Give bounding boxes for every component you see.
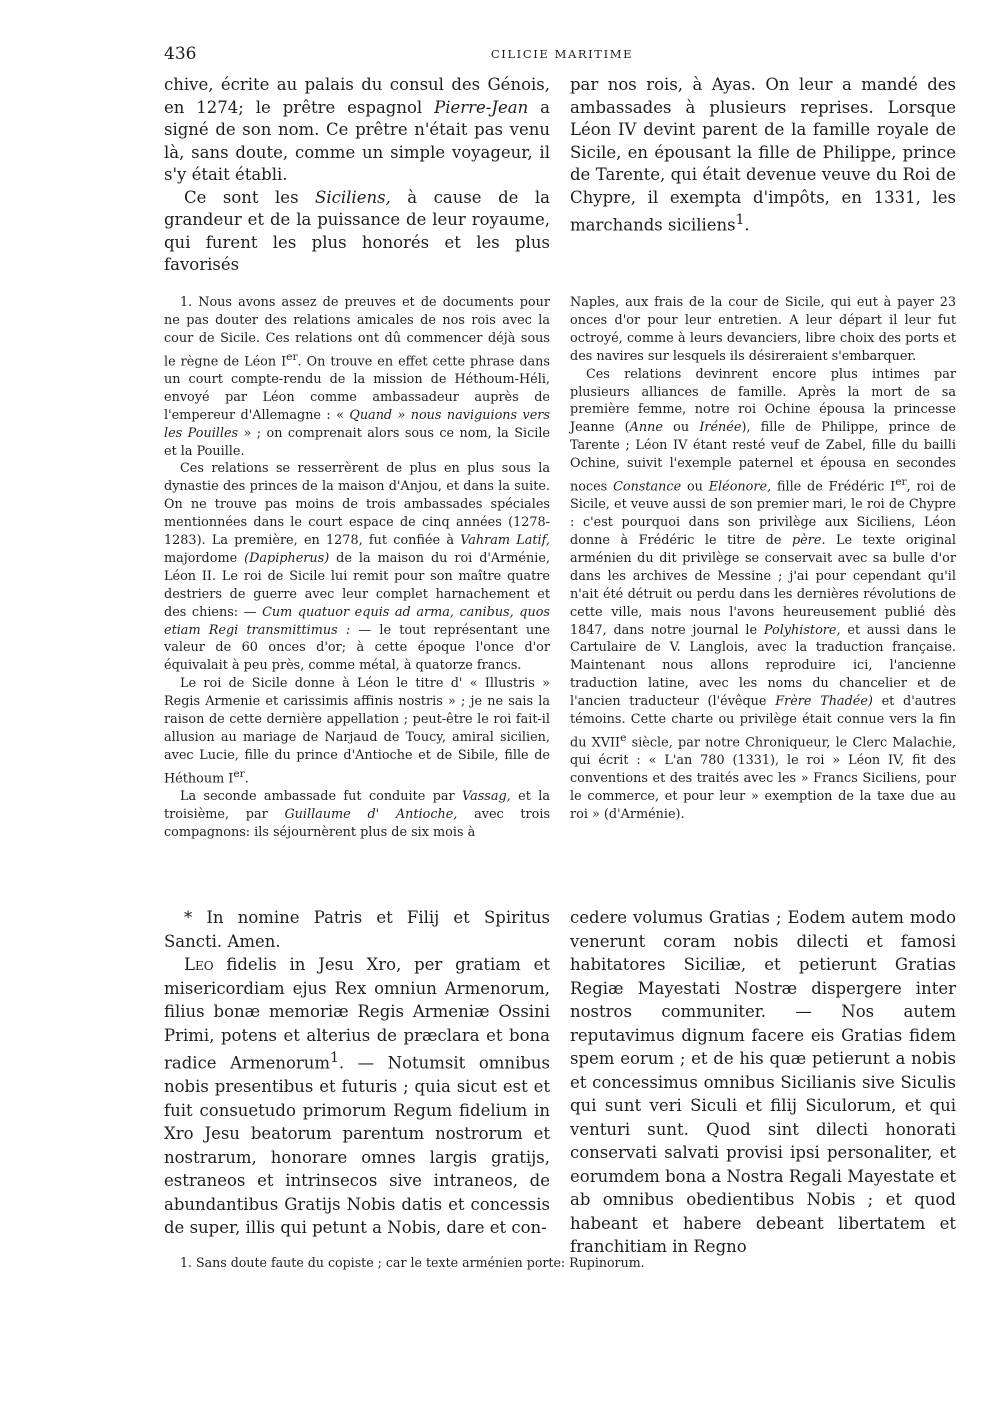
footnote-paragraph: Naples, aux frais de la cour de Sicile, qui eut à payer 23 onces d'or pour leur entretien. A leur départ il leur fut octroyé, comme à leurs devanciers, libre choix des ports et des navires sur lesquels ils désireraient s'embarquer. (570, 295, 956, 364)
page-number: 436 (164, 44, 197, 64)
paragraph: * In nomine Patris et Filij et Spiritus Sancti. Amen. (164, 908, 550, 951)
footnote-1-right-column (570, 294, 956, 824)
footnote-paragraph: Ces relations devinrent encore plus intimes par plusieurs alliances de famille. Après la mort de sa première femme, notre roi Ochine épousa la princesse Jeanne (Anne ou Irénée), fille de Philippe, prince de Tarente ; Léon IV étant resté veuf de Zabel, fille du bailli Ochine, suivit l'exemple paternel et épousa en secondes noces Constance ou Eléonore, fille de Frédéric Ier, roi de Sicile, et veuve aussi de son premier mari, le roi de Chypre : c'est pourquoi dans son privilège aux Siciliens, Léon donne à Frédéric le titre de père. Le texte original arménien du dit privilège se conservait avec sa bulle d'or dans les archives de Messine ; j'ai pour cependant qu'il n'ait été détruit ou perdu dans les dernières révolutions de cette ville, mais nous l'avons heureusement publié dès 1847, dans notre journal le Polyhistore, et aussi dans le Cartulaire de V. Langlois, avec la traduction française. Maintenant nous allons reproduire ici, l'ancienne traduction latine, avec les noms du chancelier et de l'ancien traducteur (l'évêque Frère Thadée) et d'autres témoins. Cette charte ou privilège était connue vers la fin du XVIIe siècle, par notre Chroniqueur, le Clerc Malachie, qui écrit : « L'an 780 (1331), le roi » Léon IV, fit des conventions et des traités avec les » Francs Siciliens, pour le commerce, et pour leur » exemption de la taxe due au roi » (d'Arménie). (570, 366, 957, 822)
footnote-1-left-column (164, 294, 550, 842)
paragraph: par nos rois, à Ayas. On leur a mandé des ambassades à plusieurs reprises. Lorsque Léon IV devint parent de la famille royale de Sicile, en épousant la fille de Philippe, prince de Tarente, qui était devenue veuve du Roi de Chypre, il exempta d'impôts, en 1331, les marchands siciliens$^1$. (570, 75, 956, 235)
footnote-paragraph: 1. Nous avons assez de preuves et de documents pour ne pas douter des relations amicales de nos rois avec la cour de Sicile. Ces relations ont dû commencer déjà sous le règne de Léon Ier. On trouve en effet cette phrase dans un court compte-rendu de la mission de Héthoum-Héli, envoyé par Léon comme ambassadeur auprès de l'empereur d'Allemagne : « Quand » nous naviguions vers les Pouilles » ; on comprenait alors sous ce nom, la Sicile et la Pouille. (164, 295, 550, 459)
paragraph: Ce sont les Siciliens, à cause de la grandeur et de la puissance de leur royaume, qui furent les plus honorés et les plus favorisés (164, 187, 550, 274)
footnote-marker: 1 (330, 1050, 339, 1066)
footnote-2: 1. Sans doute faute du copiste ; car le texte arménien porte: Rupinorum. (180, 1255, 645, 1270)
footnote-paragraph: La seconde ambassade fut conduite par Vassag, et la troisième, par Guillaume d' Antioche, avec trois compagnons: ils séjournèrent plus de six mois à (164, 789, 551, 840)
footnote-marker: 1 (735, 212, 745, 228)
footnote-paragraph: Le roi de Sicile donne à Léon le titre d' « Illustris » Regis Armenie et carissimis affinis nostris » ; je ne sais la raison de cette dernière appellation ; peut-être le roi fait-il allusion au mariage de Narjaud de Toucy, amiral sicilien, avec Lucie, fille du prince d'Antioche et de Sibile, fille de Héthoum Ier. (164, 676, 550, 787)
paragraph: chive, écrite au palais du consul des Génois, en 1274; le prêtre espagnol Pierre-Jean a signé de son nom. Ce prêtre n'était pas venu là, sans doute, comme un simple voyageur, il s'y était établi. (164, 75, 550, 184)
main-text-left-column (164, 74, 550, 277)
running-title: CILICIE MARITIME (490, 47, 634, 61)
main-text-right-column (570, 74, 956, 237)
latin-charter-right-column (570, 906, 956, 1259)
paragraph: Leo fidelis in Jesu Xro, per gratiam et misericordiam ejus Rex omniun Armenorum, filius bonæ memoriæ Regis Armeniæ Ossini Primi, potens et alterius de præclara et bona radice Armenorum$^1$. — Notumsit omnibus nobis presentibus et futuris ; quia sicut est et fuit consuetudo primorum Regum fidelium in Xro Jesu beatorum parentum nostrorum et nostrarum, honorare omnes largis gratijs, estraneos et intrinsecos sive intraneos, de abundantibus Gratijs Nobis datis et concessis de super, illis qui petunt a Nobis, dare et con- (164, 955, 550, 1237)
latin-charter-left-column (164, 906, 550, 1240)
footnote-paragraph: Ces relations se resserrèrent de plus en plus sous la dynastie des princes de la maison d'Anjou, et dans la suite. On ne trouve pas moins de trois ambassades spéciales mentionnées dans le court espace de cinq années (1278-1283). La première, en 1278, fut confiée à Vahram Latif, majordome (Dapipherus) de la maison du roi d'Arménie, Léon II. Le roi de Sicile lui remit pour son maître quatre destriers de guerre avec leur complet harnachement et des chiens: — Cum quatuor equis ad arma, canibus, quos etiam Regi transmittimus : — le tout représentant une valeur de 60 onces d'or; à cette époque l'once d'or équivalait à peu près, comme métal, à quatorze francs. (164, 461, 551, 674)
paragraph: cedere volumus Gratias ; Eodem autem modo venerunt coram nobis dilecti et famosi habitatores Siciliæ, et petierunt Gratias Regiæ Mayestati Nostræ dispergere inter nostros communiter. — Nos autem reputavimus dignum facere eis Gratias fidem spem eorum ; et de his quæ petierunt a nobis et concessimus omnibus Sicilianis sive Siculis qui sunt veri Siculi et filij Siculorum, et qui venturi sunt. Quod sint dilecti honorati conservati salvati provisi ipsi personaliter, et eorumdem bona a Nostra Regali Mayestate et ab omnibus obedientibus Nobis ; et quod habeant et habere debeant libertatem et franchitiam in Regno (570, 908, 956, 1256)
page-header (164, 44, 960, 68)
